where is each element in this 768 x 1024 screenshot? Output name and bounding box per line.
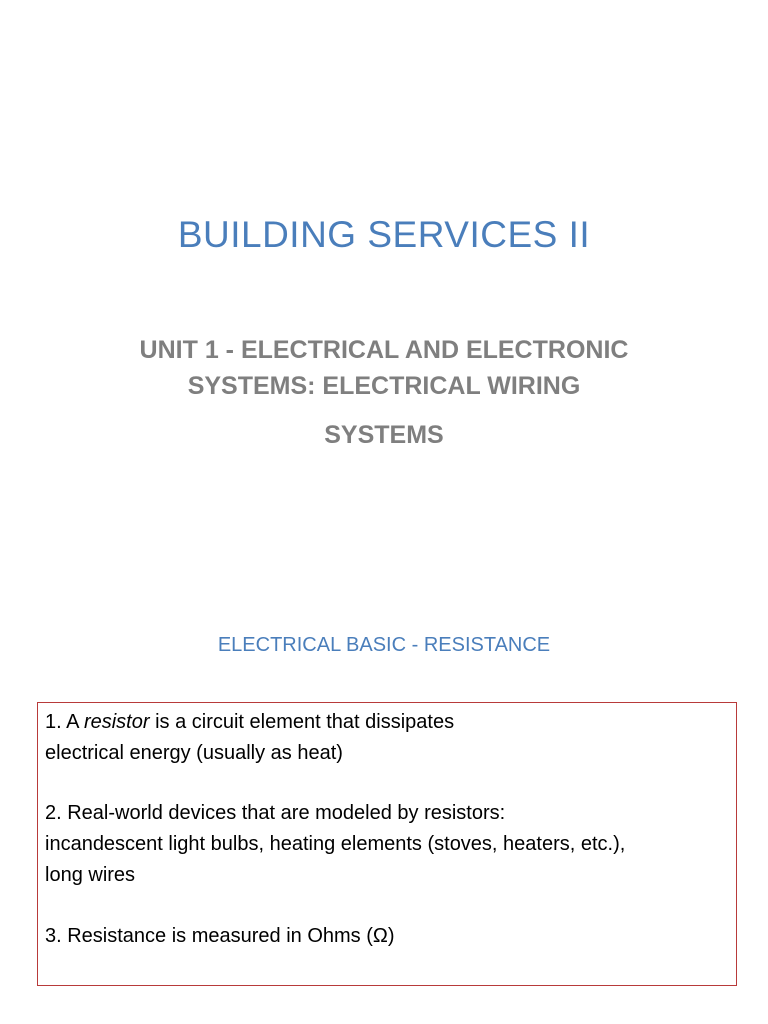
point-2-line-3: long wires — [45, 864, 136, 886]
subtitle-line-1: UNIT 1 - ELECTRICAL AND ELECTRONIC — [139, 336, 629, 364]
point-2-line-1: 2. Real-world devices that are modeled by resistors: — [45, 802, 506, 824]
point-1-rest: is a circuit element that dissipates — [149, 711, 455, 733]
point-1-line-2: electrical energy (usually as heat) — [45, 742, 343, 764]
point-2 — [45, 798, 625, 891]
section-title: ELECTRICAL BASIC - RESISTANCE — [217, 634, 551, 656]
subtitle-line-3: SYSTEMS — [324, 421, 444, 449]
point-1-prefix: 1. A — [45, 711, 84, 733]
subtitle-line-2: SYSTEMS: ELECTRICAL WIRING — [187, 372, 581, 400]
point-1-line-1 — [45, 707, 454, 738]
content-box — [37, 702, 737, 986]
point-3 — [45, 921, 395, 952]
page-title: BUILDING SERVICES II — [177, 214, 591, 255]
point-3-line-1: 3. Resistance is measured in Ohms (Ω) — [45, 925, 395, 947]
point-2-line-2: incandescent light bulbs, heating elements (stoves, heaters, etc.), — [45, 833, 626, 855]
point-1 — [45, 707, 454, 769]
point-1-emphasis: resistor — [83, 711, 150, 733]
